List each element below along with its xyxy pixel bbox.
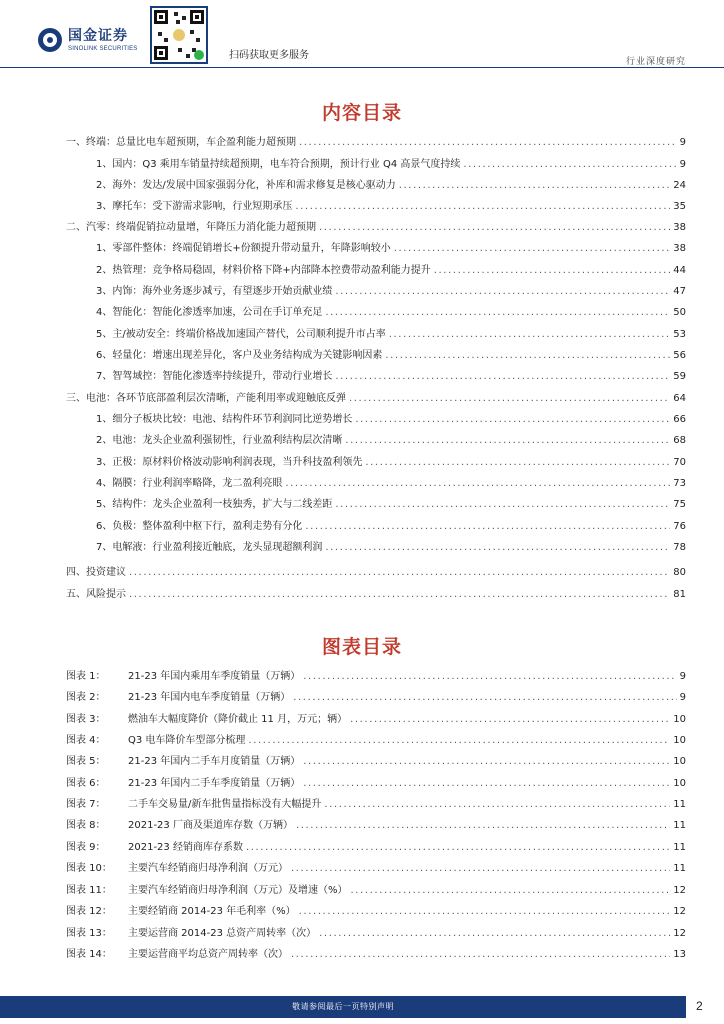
- leader-dots: [365, 456, 670, 470]
- figure-caption: 主要运营商平均总资产周转率（次）: [128, 949, 288, 960]
- figure-page-number: 9: [679, 692, 686, 703]
- figure-caption: 主要汽车经销商归母净利润（万元）: [128, 863, 288, 874]
- figure-page-number: 10: [673, 714, 686, 725]
- leader-dots: [303, 670, 676, 684]
- figure-page-number: 13: [673, 949, 686, 960]
- leader-dots: [351, 884, 671, 898]
- leader-dots: [389, 328, 671, 342]
- figure-page-number: 10: [673, 756, 686, 767]
- leader-dots: [355, 413, 670, 427]
- figure-number: 图表 13：: [66, 928, 112, 939]
- leader-dots: [399, 179, 671, 193]
- toc-page-number: 35: [673, 201, 686, 212]
- figure-caption: 2021-23 经销商库存系数: [128, 842, 243, 853]
- figure-page-number: 12: [673, 885, 686, 896]
- toc-page-number: 73: [673, 478, 686, 489]
- toc-page-number: 47: [673, 286, 686, 297]
- leader-dots: [291, 862, 670, 876]
- toc-entry[interactable]: 1、国内：Q3 乘用车销量持续超预期，电车符合预期，预计行业 Q4 高景气度持续 ..... 9: [96, 158, 686, 172]
- toc-entry[interactable]: 3、内饰：海外业务逐步减亏，有望逐步开始贡献业绩 ..... 47: [96, 285, 686, 299]
- leader-dots: [325, 306, 670, 320]
- figure-caption: 主要运营商 2014-23 总资产周转率（次）: [128, 928, 317, 939]
- leader-dots: [325, 541, 670, 555]
- figure-entry[interactable]: [66, 734, 686, 748]
- figure-entry[interactable]: [66, 755, 686, 769]
- figure-number: 图表 5：: [66, 756, 106, 767]
- toc-page-number: 59: [673, 371, 686, 382]
- toc-entry[interactable]: 一、终端：总量比电车超预期，车企盈利能力超预期 ..... 9: [66, 136, 686, 150]
- toc-entry[interactable]: 7、智驾域控：智能化渗透率持续提升，带动行业增长 ..... 59: [96, 370, 686, 384]
- company-logo: [38, 28, 137, 52]
- leader-dots: [295, 200, 670, 214]
- logo-name-cn: 国金证券: [68, 27, 128, 44]
- figure-entry[interactable]: [66, 927, 686, 941]
- toc-page-number: 78: [673, 542, 686, 553]
- leader-dots: [299, 905, 671, 919]
- toc-page-number: 70: [673, 457, 686, 468]
- leader-dots: [345, 434, 670, 448]
- scan-prompt: 扫码获取更多服务: [229, 50, 309, 61]
- figure-page-number: 11: [673, 842, 686, 853]
- leader-dots: [129, 566, 670, 580]
- toc-page-number: 56: [673, 350, 686, 361]
- figure-entry[interactable]: [66, 862, 686, 876]
- toc-entry[interactable]: 2、电池：龙头企业盈利强韧性，行业盈利结构层次清晰 ..... 68: [96, 434, 686, 448]
- leader-dots: [299, 136, 677, 150]
- leader-dots: [296, 819, 670, 833]
- page-number: 2: [696, 999, 703, 1013]
- figure-number: 图表 2：: [66, 692, 106, 703]
- leader-dots: [303, 755, 670, 769]
- figure-number: 图表 4：: [66, 735, 106, 746]
- toc-entry[interactable]: 5、结构件：龙头企业盈利一枝独秀，扩大与二线差距 ..... 75: [96, 498, 686, 512]
- figure-number: 图表 1：: [66, 671, 106, 682]
- figure-page-number: 10: [673, 778, 686, 789]
- figure-caption: 主要汽车经销商归母净利润（万元）及增速（%）: [128, 885, 348, 896]
- toc-entry[interactable]: 6、负极：整体盈利中枢下行，盈利走势有分化 ..... 76: [96, 520, 686, 534]
- toc-entry[interactable]: 6、轻量化：增速出现差异化，客户及业务结构成为关键影响因素 ..... 56: [96, 349, 686, 363]
- figure-page-number: 11: [673, 820, 686, 831]
- toc-page-number: 50: [673, 307, 686, 318]
- toc-entry[interactable]: 三、电池：各环节底部盈利层次清晰，产能利用率或迎触底反弹 ..... 64: [66, 392, 686, 406]
- figure-caption: 21-23 年国内电车季度销量（万辆）: [128, 692, 291, 703]
- toc-page-number: 24: [673, 180, 686, 191]
- footer-disclaimer: 敬请参阅最后一页特别声明: [292, 1002, 394, 1011]
- toc-page-number: 66: [673, 414, 686, 425]
- figure-entry[interactable]: [66, 670, 686, 684]
- figure-entry[interactable]: [66, 819, 686, 833]
- figure-entry[interactable]: [66, 713, 686, 727]
- figure-entry[interactable]: [66, 691, 686, 705]
- toc-entry[interactable]: 1、零部件整体：终端促销增长+份额提升带动量升，年降影响较小 ..... 38: [96, 242, 686, 256]
- figure-entry[interactable]: [66, 905, 686, 919]
- figure-caption: 21-23 年国内二手车月度销量（万辆）: [128, 756, 301, 767]
- toc-page-number: 38: [673, 243, 686, 254]
- leader-dots: [335, 285, 670, 299]
- header-divider: [0, 67, 724, 68]
- figure-caption: 主要经销商 2014-23 年毛利率（%）: [128, 906, 296, 917]
- figure-caption: 2021-23 厂商及渠道库存数（万辆）: [128, 820, 293, 831]
- toc-page-number: 81: [673, 589, 686, 600]
- leader-dots: [303, 777, 670, 791]
- leader-dots: [394, 242, 671, 256]
- figure-page-number: 10: [673, 735, 686, 746]
- leader-dots: [129, 588, 670, 602]
- toc-entry[interactable]: 4、智能化：智能化渗透率加速，公司在手订单充足 ..... 50: [96, 306, 686, 320]
- toc-page-number: 75: [673, 499, 686, 510]
- figure-caption: 21-23 年国内二手车季度销量（万辆）: [128, 778, 301, 789]
- toc-entry[interactable]: 2、海外：发达/发展中国家强弱分化，补库和需求修复是核心驱动力 ..... 24: [96, 179, 686, 193]
- figure-page-number: 12: [673, 928, 686, 939]
- qr-code-icon[interactable]: [150, 6, 208, 64]
- report-category: 行业深度研究: [625, 57, 686, 67]
- figure-number: 图表 3：: [66, 714, 106, 725]
- figure-page-number: 12: [673, 906, 686, 917]
- figure-number: 图表 9：: [66, 842, 106, 853]
- toc-entry[interactable]: 1、细分子板块比较：电池、结构件环节利润同比逆势增长 ..... 66: [96, 413, 686, 427]
- toc-entry[interactable]: 2、热管理：竞争格局稳固，材料价格下降+内部降本控费带动盈利能力提升 ..... 44: [96, 264, 686, 278]
- leader-dots: [350, 713, 670, 727]
- figure-number: 图表 6：: [66, 778, 106, 789]
- toc-page-number: 68: [673, 435, 686, 446]
- figure-page-number: 11: [673, 863, 686, 874]
- toc-page-number: 76: [673, 521, 686, 532]
- leader-dots: [335, 498, 670, 512]
- toc-entry[interactable]: 四、投资建议 ..... 80: [66, 566, 686, 580]
- toc-page-number: 38: [673, 222, 686, 233]
- toc-page-number: 80: [673, 567, 686, 578]
- figure-entry[interactable]: [66, 884, 686, 898]
- figure-number: 图表 10：: [66, 863, 112, 874]
- leader-dots: [319, 927, 670, 941]
- leader-dots: [434, 264, 671, 278]
- figure-number: 图表 14：: [66, 949, 112, 960]
- toc-title: 内容目录: [321, 102, 402, 124]
- figure-number: 图表 7：: [66, 799, 106, 810]
- logo-mark-icon: [38, 28, 62, 52]
- leader-dots: [319, 221, 670, 235]
- leader-dots: [463, 158, 676, 172]
- toc-page-number: 64: [673, 393, 686, 404]
- figure-entry[interactable]: [66, 841, 686, 855]
- leader-dots: [385, 349, 670, 363]
- toc-page-number: 9: [679, 159, 686, 170]
- leader-dots: [248, 734, 670, 748]
- toc-entry[interactable]: 4、隔膜：行业利润率略降，龙二盈利亮眼 ..... 73: [96, 477, 686, 491]
- toc-entry[interactable]: 3、正极：原材料价格波动影响利润表现，当升科技盈利领先 ..... 70: [96, 456, 686, 470]
- wechat-badge-icon: [194, 50, 204, 60]
- logo-name-en: SINOLINK SECURITIES: [68, 45, 138, 52]
- figure-entry[interactable]: [66, 777, 686, 791]
- leader-dots: [349, 392, 670, 406]
- figure-page-number: 9: [679, 671, 686, 682]
- figure-caption: 21-23 年国内乘用车季度销量（万辆）: [128, 671, 301, 682]
- toc-entry[interactable]: 五、风险提示 ..... 81: [66, 588, 686, 602]
- figure-caption: Q3 电车降价车型部分梳理: [128, 735, 246, 746]
- figure-entry[interactable]: [66, 798, 686, 812]
- toc-page-number: 9: [679, 137, 686, 148]
- figure-caption: 二手车交易量/新车批售量指标没有大幅提升: [128, 799, 322, 810]
- figure-number: 图表 11：: [66, 885, 112, 896]
- figure-caption: 燃油车大幅度降价（降价截止 11 月，万元；辆）: [128, 714, 348, 725]
- leader-dots: [246, 841, 670, 855]
- figure-number: 图表 12：: [66, 906, 112, 917]
- leader-dots: [293, 691, 676, 705]
- page-header: [0, 0, 724, 68]
- figure-number: 图表 8：: [66, 820, 106, 831]
- leader-dots: [285, 477, 670, 491]
- qr-center-logo-icon: [172, 28, 186, 42]
- leader-dots: [291, 948, 670, 962]
- figure-entry[interactable]: [66, 948, 686, 962]
- toc-page-number: 44: [673, 265, 686, 276]
- toc-entry[interactable]: 二、汽零：终端促销拉动量增，年降压力消化能力超预期 ..... 38: [66, 221, 686, 235]
- leader-dots: [324, 798, 670, 812]
- figure-list-title: 图表目录: [321, 636, 402, 658]
- toc-entry[interactable]: 5、主/被动安全：终端价格战加速国产替代，公司顺利提升市占率 ..... 53: [96, 328, 686, 342]
- figure-page-number: 11: [673, 799, 686, 810]
- toc-entry[interactable]: 3、摩托车：受下游需求影响，行业短期承压 ..... 35: [96, 200, 686, 214]
- toc-entry[interactable]: 7、电解液：行业盈利接近触底，龙头显现超额利润 ..... 78: [96, 541, 686, 555]
- leader-dots: [305, 520, 670, 534]
- toc-page-number: 53: [673, 329, 686, 340]
- leader-dots: [335, 370, 670, 384]
